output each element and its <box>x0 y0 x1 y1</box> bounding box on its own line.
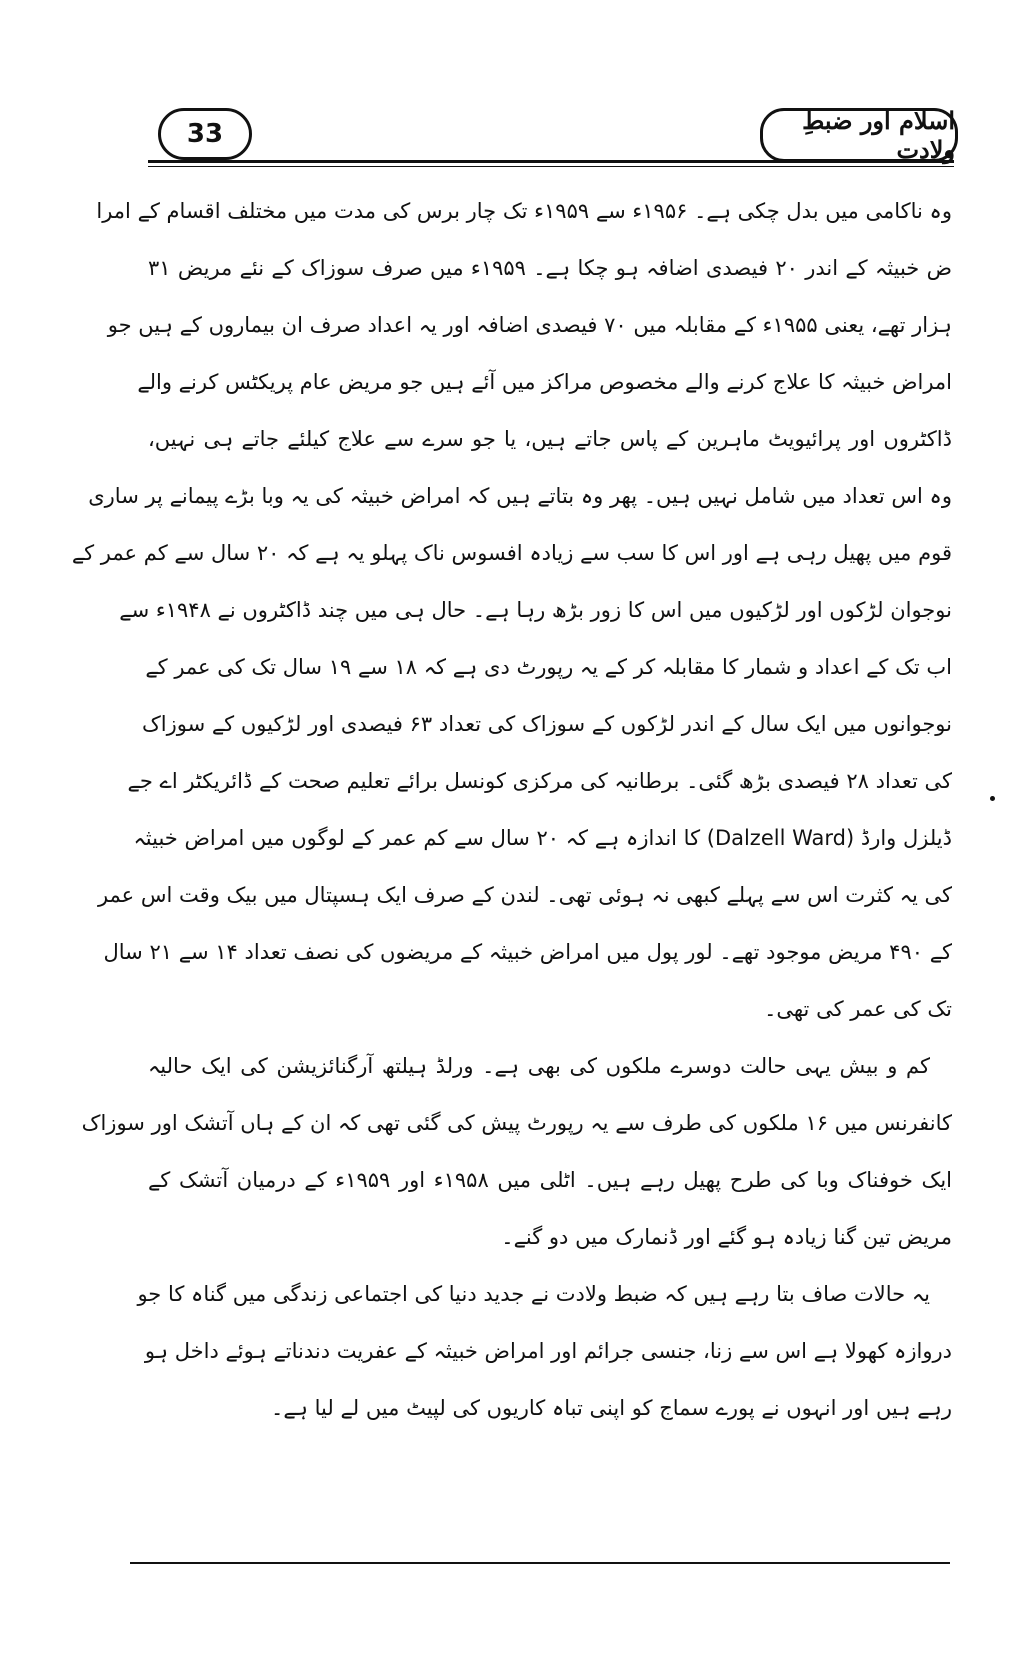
text-line: امراض خبیثہ کا علاج کرنے والے مخصوص مراکز میں آئے ہیں جو مریض عام پریکٹس کرنے والے <box>137 370 952 394</box>
text-line: ض خبیثہ کے اندر ۲۰ فیصدی اضافہ ہو چکا ہے۔ ۱۹۵۹ء میں صرف سوزاک کے نئے مریض ۳۱ <box>148 256 952 280</box>
text-line: قوم میں پھیل رہی ہے اور اس کا سب سے زیادہ افسوس ناک پہلو یہ ہے کہ ۲۰ سال سے کم عمر کے <box>71 541 952 565</box>
ink-speck <box>990 796 995 801</box>
running-title: اسلام اور ضبطِ ولادت <box>760 108 958 162</box>
text-line: کانفرنس میں ۱۶ ملکوں کی طرف سے یہ رپورٹ پیش کی گئی تھی کہ ان کے ہاں آتشک اور سوزاک <box>81 1111 952 1135</box>
text-line: ڈاکٹروں اور پرائیویٹ ماہرین کے پاس جاتے ہیں، یا جو سرے سے علاج کیلئے جاتے ہی نہیں، <box>148 427 952 451</box>
text-line: یہ حالات صاف بتا رہے ہیں کہ ضبط ولادت نے جدید دنیا کی اجتماعی زندگی میں گناہ کا جو <box>137 1282 930 1306</box>
text-line: ہزار تھے، یعنی ۱۹۵۵ء کے مقابلہ میں ۷۰ فیصدی اضافہ اور یہ اعداد صرف ان بیماروں کے ہیں جو <box>107 313 952 337</box>
text-line: ڈیلزل وارڈ (Dalzell Ward) کا اندازہ ہے کہ ۲۰ سال سے کم عمر کے لوگوں میں امراض خبیثہ <box>133 826 952 850</box>
text-line: دروازہ کھولا ہے اس سے زنا، جنسی جرائم اور امراض خبیثہ کے عفریت دندناتے ہوئے داخل ہو <box>144 1339 952 1363</box>
text-line: تک کی عمر کی تھی۔ <box>764 997 952 1021</box>
text-line: مریض تین گنا زیادہ ہو گئے اور ڈنمارک میں دو گنے۔ <box>501 1225 952 1249</box>
text-line: نوجوان لڑکوں اور لڑکیوں میں اس کا زور بڑھ رہا ہے۔ حال ہی میں چند ڈاکٹروں نے ۱۹۴۸ء سے <box>119 598 952 622</box>
text-line: رہے ہیں اور انہوں نے پورے سماج کو اپنی تباہ کاریوں کی لپیٹ میں لے لیا ہے۔ <box>271 1396 952 1420</box>
text-line: کی تعداد ۲۸ فیصدی بڑھ گئی۔ برطانیہ کی مرکزی کونسل برائے تعلیم صحت کے ڈائریکٹر اے جے <box>127 769 952 793</box>
page-number: 33 <box>158 108 252 160</box>
text-line: ایک خوفناک وبا کی طرح پھیل رہے ہیں۔ اٹلی میں ۱۹۵۸ء اور ۱۹۵۹ء کے درمیان آتشک کے <box>148 1168 952 1192</box>
text-line: کم و بیش یہی حالت دوسرے ملکوں کی بھی ہے۔ ورلڈ ہیلتھ آرگنائزیشن کی ایک حالیہ <box>148 1054 930 1078</box>
text-line: نوجوانوں میں ایک سال کے اندر لڑکوں کے سوزاک کی تعداد ۶۳ فیصدی اور لڑکیوں کے سوزاک <box>141 712 952 736</box>
text-line: اب تک کے اعداد و شمار کا مقابلہ کر کے یہ رپورٹ دی ہے کہ ۱۸ سے ۱۹ سال تک کی عمر کے <box>145 655 952 679</box>
text-line: کی یہ کثرت اس سے پہلے کبھی نہ ہوئی تھی۔ لندن کے صرف ایک ہسپتال میں بیک وقت اس عمر <box>97 883 952 907</box>
header-rule-thin <box>148 166 954 167</box>
text-line: وہ اس تعداد میں شامل نہیں ہیں۔ پھر وہ بتاتے ہیں کہ امراض خبیثہ کی یہ وبا بڑے پیمانے پر ساری <box>88 484 952 508</box>
header-rule <box>148 160 954 163</box>
text-line: وہ ناکامی میں بدل چکی ہے۔ ۱۹۵۶ء سے ۱۹۵۹ء تک چار برس کی مدت میں مختلف اقسام کے امرا <box>96 199 952 223</box>
footer-rule <box>130 1562 950 1564</box>
body-text <box>71 183 952 1543</box>
text-line: کے ۴۹۰ مریض موجود تھے۔ لور پول میں امراض خبیثہ کے مریضوں کی نصف تعداد ۱۴ سے ۲۱ سال <box>103 940 952 964</box>
